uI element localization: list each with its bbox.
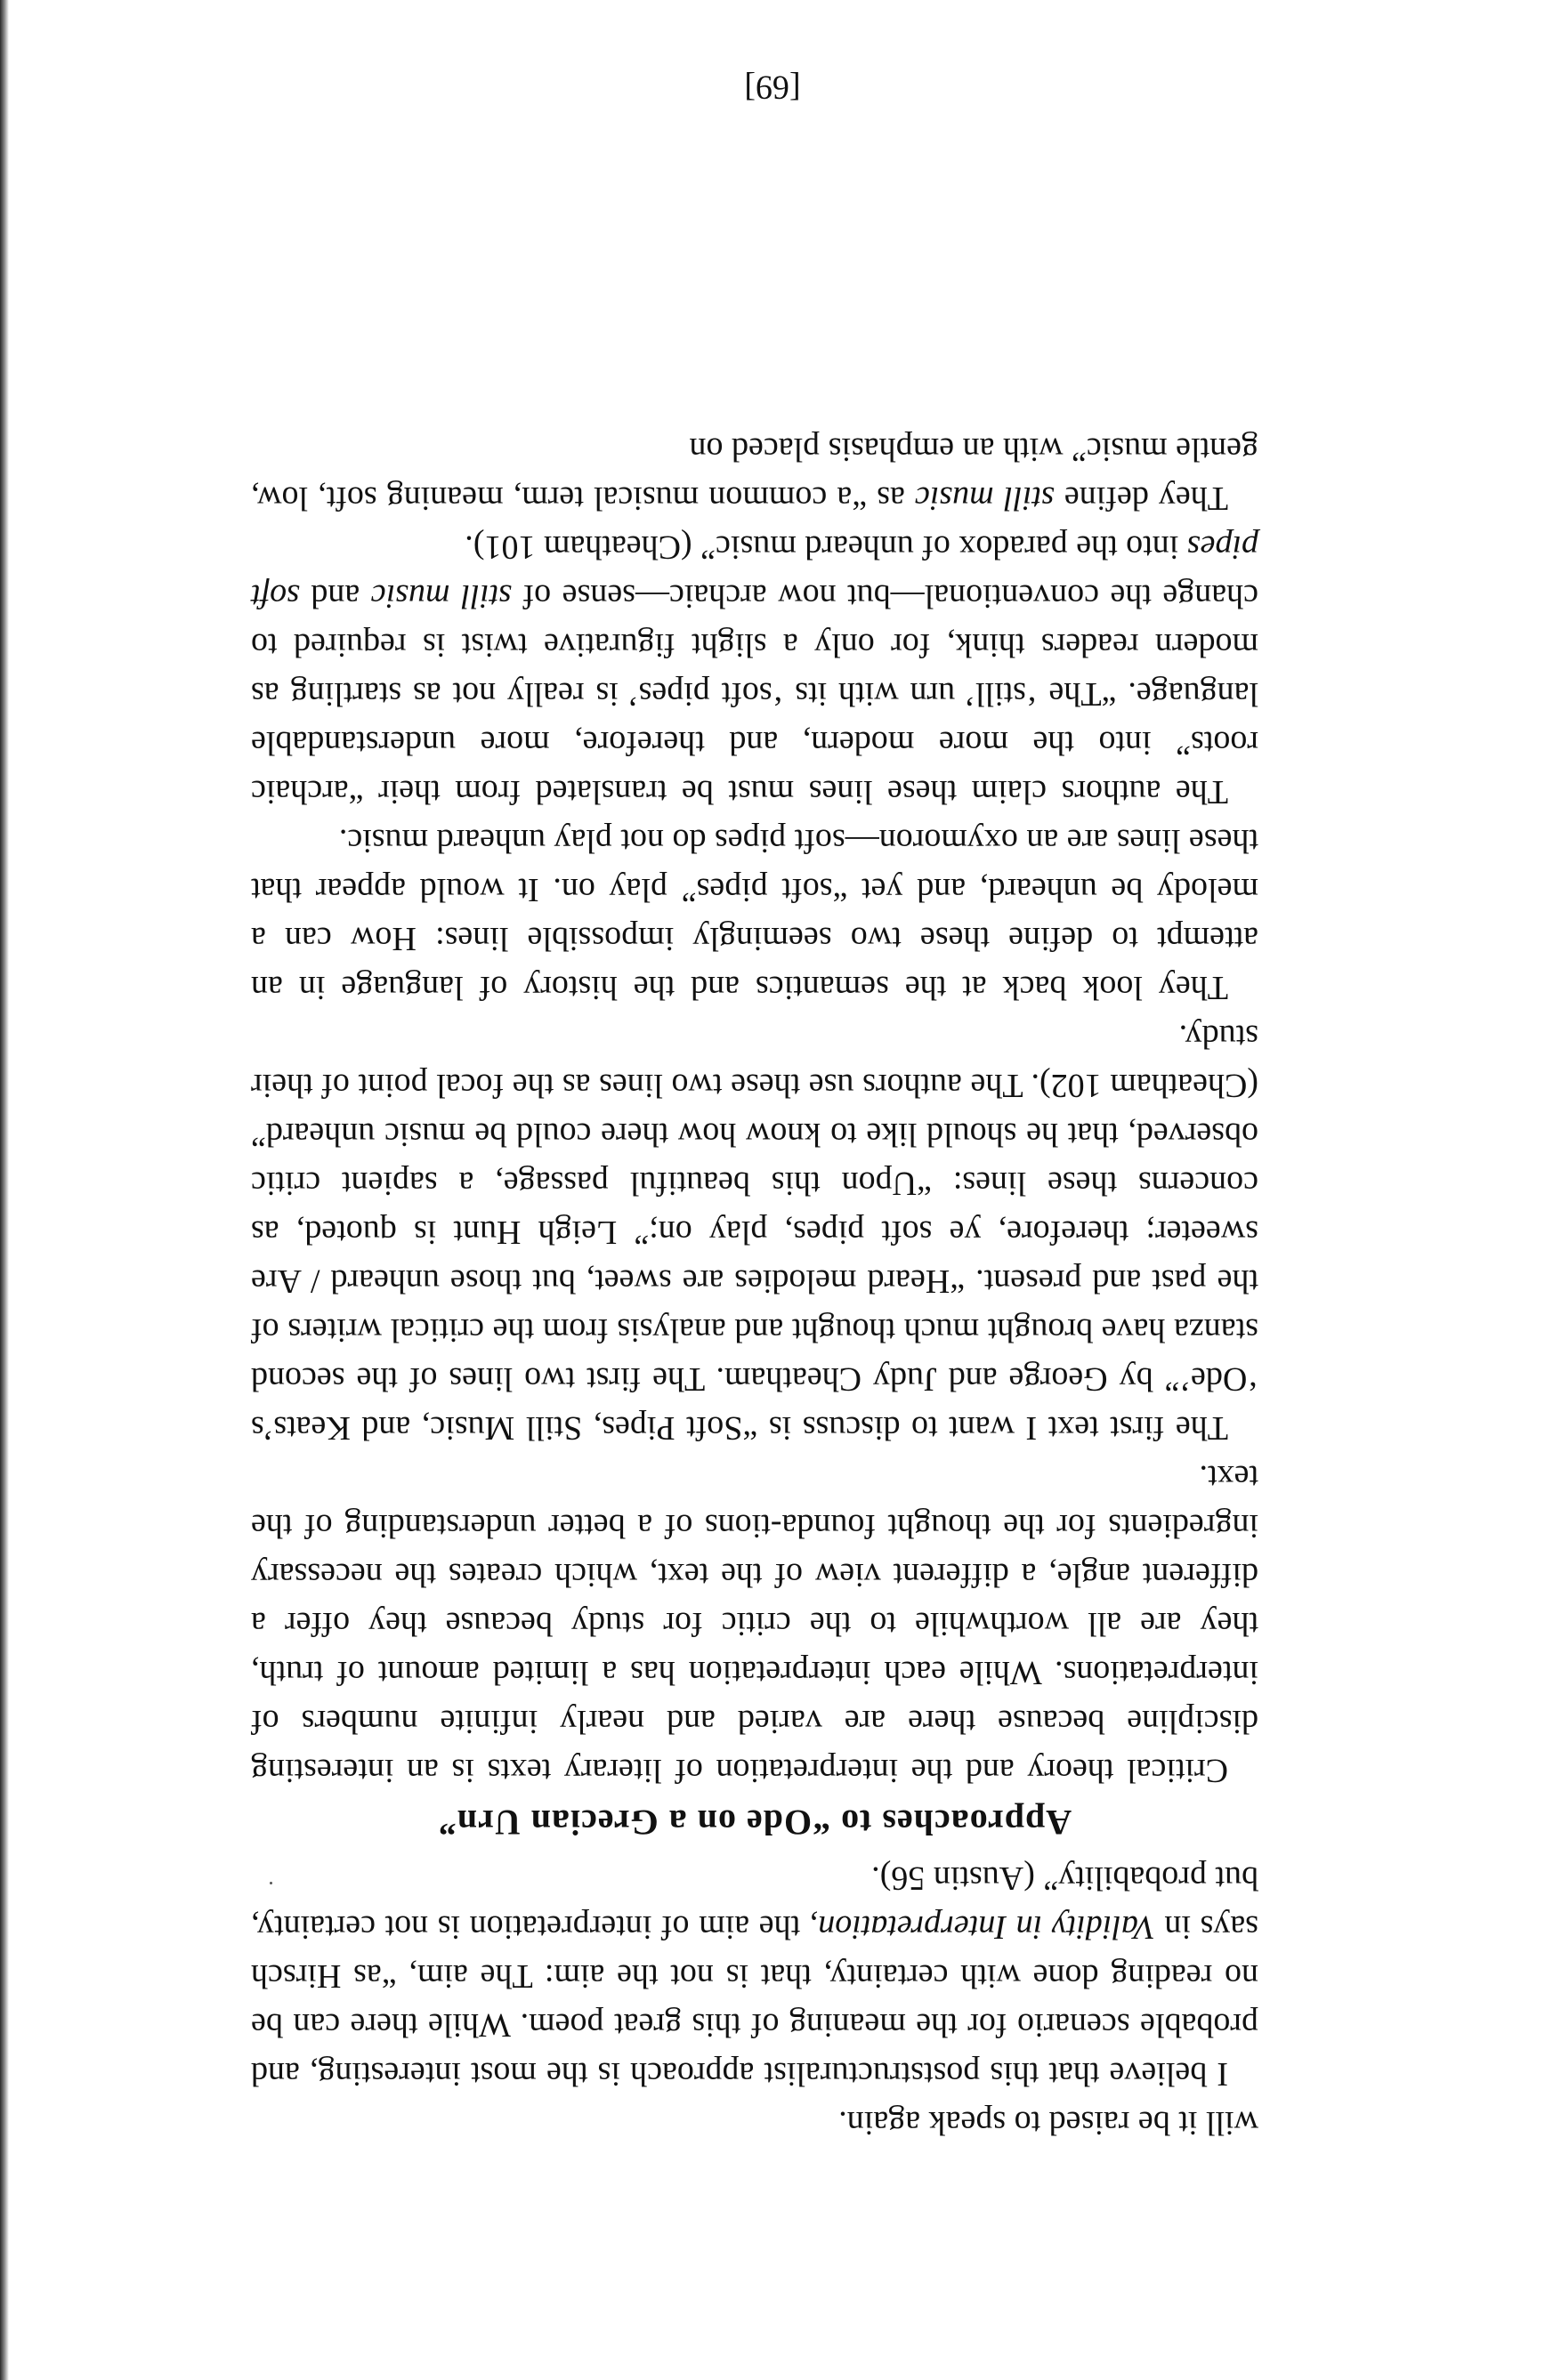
page-number: [69] — [744, 69, 801, 106]
paragraph-2-text-a: I believe that this poststructuralist approach is the most interesting, and probable scenario for the meaning of this great poem. While there can be no reading done with certainty, that is not the aim: The aim, “as Hirsch says in — [251, 1908, 1258, 2093]
paragraph-6 — [251, 522, 1258, 816]
paragraph-7-text-b: as “a common musical term, meaning soft, low, gentle music” with an emphasis placed on — [251, 431, 1258, 517]
section-heading: Approaches to “Ode on a Grecian Urn” — [437, 1803, 1072, 1843]
paragraph-6-text-a: The authors claim these lines must be translated from their “archaic roots” into the more modern, and therefore, more understandable language. “The ‘still’ urn with its ‘soft pipes’ is really not as startling as modern readers think, for only a slight figurative twist is required to change the conventional—but now archaic—sense of — [251, 577, 1258, 811]
paragraph-6-text-c: into the paradox of unheard music” (Cheatham 101). — [465, 528, 1187, 566]
text-block — [251, 424, 1258, 2147]
paragraph-3 — [251, 1452, 1258, 1795]
paragraph-7-text-a: They define — [1054, 480, 1228, 517]
paragraph-3-text: Critical theory and the interpretation of literary texts is an interesting discipline because there are varied and nearly infinite numbers of interpretations. While each interpretation has a limited amount of truth, they are all worthwhile to the critic for study because they offer a different angle, a different view of the text, which creates the necessary ingredients for the thought founda-tions of a better understanding of the text. — [251, 1458, 1258, 1789]
book-title-italic: Validity in Interpretation, — [809, 1908, 1155, 1946]
paragraph-2 — [251, 1853, 1258, 2098]
term-soft-pipes-italic: soft pipes — [251, 528, 1258, 615]
paragraph-2-text-b: the aim of interpretation is not certainty, but probability” (Austin 56). — [251, 1860, 1258, 1946]
paragraph-7 — [251, 424, 1258, 522]
paragraph-4 — [251, 1012, 1258, 1452]
paragraph-4-text: The first text I want to discuss is “Soft Pipes, Still Music, and Keats’s ‘Ode’” by George and Judy Cheatham. The first two lines of the second stanza have brought much thought and analysis from the critical writers of the past and present. “Heard melodies are sweet, but those unheard / Are sweeter; therefore, ye soft pipes, play on;” Leigh Hunt is quoted, as concerns these lines: “Upon this beautiful passage, a sapient critic observed, that he should like to know how there could be music unheard” (Cheatham 102). The authors use these two lines as the focal point of their study. — [251, 1018, 1258, 1447]
paragraph-1 — [251, 2098, 1258, 2147]
paragraph-5-text: They look back at the semantics and the history of language in an attempt to define these two seemingly impossible lines: How can a melody be unheard, and yet “soft pipes” play on. It would appear that these lines are an oxymoron—soft pipes do not play unheard music. — [251, 822, 1258, 1006]
stray-ink-dot — [270, 1882, 272, 1884]
term-still-music-italic: still music — [370, 577, 512, 615]
term-still-music-italic-2: still music — [914, 480, 1055, 517]
paragraph-5 — [251, 816, 1258, 1012]
paragraph-1-text: will it be raised to speak again. — [838, 2104, 1258, 2142]
paragraph-6-text-b: and — [299, 577, 371, 615]
